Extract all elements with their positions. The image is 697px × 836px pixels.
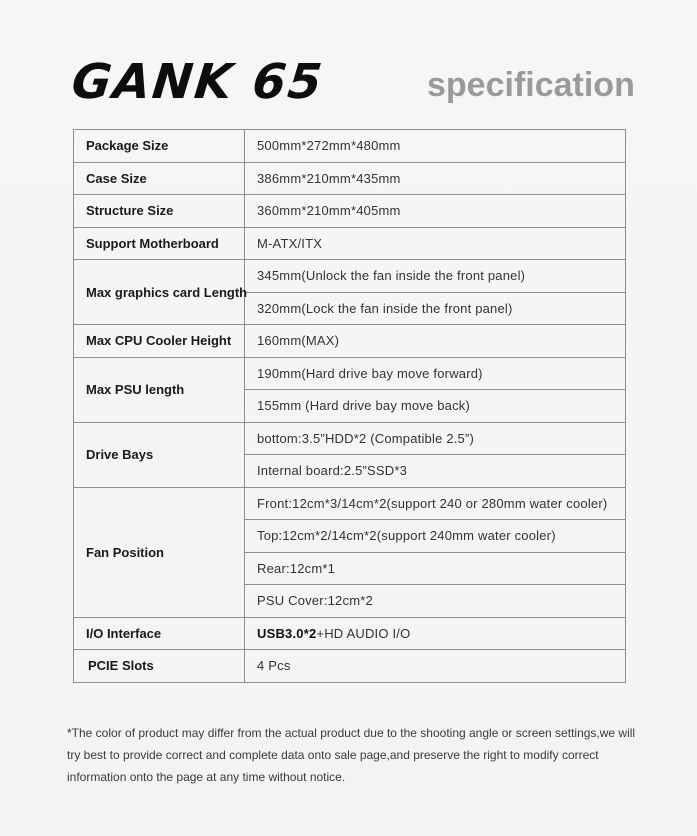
row-label-structure-size: Structure Size (74, 195, 245, 228)
table-row (74, 617, 626, 650)
row-value-package-size: 500mm*272mm*480mm (245, 130, 626, 163)
table-row (74, 227, 626, 260)
table-row (74, 357, 626, 390)
row-label-drive-bays: Drive Bays (74, 422, 245, 487)
row-label-io: I/O Interface (74, 617, 245, 650)
table-row (74, 162, 626, 195)
io-usb-text: USB3.0*2 (257, 625, 317, 641)
row-value-drive-bays-2: Internal board:2.5”SSD*3 (245, 455, 626, 488)
row-label-package-size: Package Size (74, 130, 245, 163)
io-audio-text: +HD AUDIO I/O (316, 625, 411, 641)
row-value-io (245, 617, 626, 650)
table-row (74, 422, 626, 455)
row-label-fan-position: Fan Position (74, 487, 245, 617)
row-value-fan-top: Top:12cm*2/14cm*2(support 240mm water cooler) (245, 520, 626, 553)
table-row (74, 325, 626, 358)
row-label-gpu-length: Max graphics card Length (74, 260, 245, 325)
page-subtitle: specification (427, 66, 635, 104)
table-row (74, 260, 626, 293)
row-value-fan-psu-cover: PSU Cover:12cm*2 (245, 585, 626, 618)
footnote-disclaimer: *The color of product may differ from the actual product due to the shooting angle or screen settings,we will try best to provide correct and complete data onto sale page,and preserve the right to modify correct information onto the page at any time without notice. (67, 726, 636, 784)
row-value-motherboard: M-ATX/ITX (245, 227, 626, 260)
row-value-case-size: 386mm*210mm*435mm (245, 162, 626, 195)
row-value-gpu-length-2: 320mm(Lock the fan inside the front panel) (245, 292, 626, 325)
row-value-psu-length-2: 155mm (Hard drive bay move back) (245, 390, 626, 423)
row-label-motherboard: Support Motherboard (74, 227, 245, 260)
spec-table (73, 129, 626, 683)
row-value-gpu-length-1: 345mm(Unlock the fan inside the front panel) (245, 260, 626, 293)
row-value-drive-bays-1: bottom:3.5”HDD*2 (Compatible 2.5”) (245, 422, 626, 455)
brand-title: GANK 65 (69, 54, 327, 110)
row-label-psu-length: Max PSU length (74, 357, 245, 422)
table-row (74, 130, 626, 163)
row-value-fan-rear: Rear:12cm*1 (245, 552, 626, 585)
row-value-structure-size: 360mm*210mm*405mm (245, 195, 626, 228)
table-row (74, 195, 626, 228)
row-value-fan-front: Front:12cm*3/14cm*2(support 240 or 280mm water cooler) (245, 487, 626, 520)
row-value-cpu-cooler: 160mm(MAX) (245, 325, 626, 358)
row-label-pcie: PCIE Slots (74, 650, 245, 683)
row-value-pcie: 4 Pcs (245, 650, 626, 683)
row-label-case-size: Case Size (74, 162, 245, 195)
table-row (74, 487, 626, 520)
table-row (74, 650, 626, 683)
row-label-cpu-cooler: Max CPU Cooler Height (74, 325, 245, 358)
row-value-psu-length-1: 190mm(Hard drive bay move forward) (245, 357, 626, 390)
